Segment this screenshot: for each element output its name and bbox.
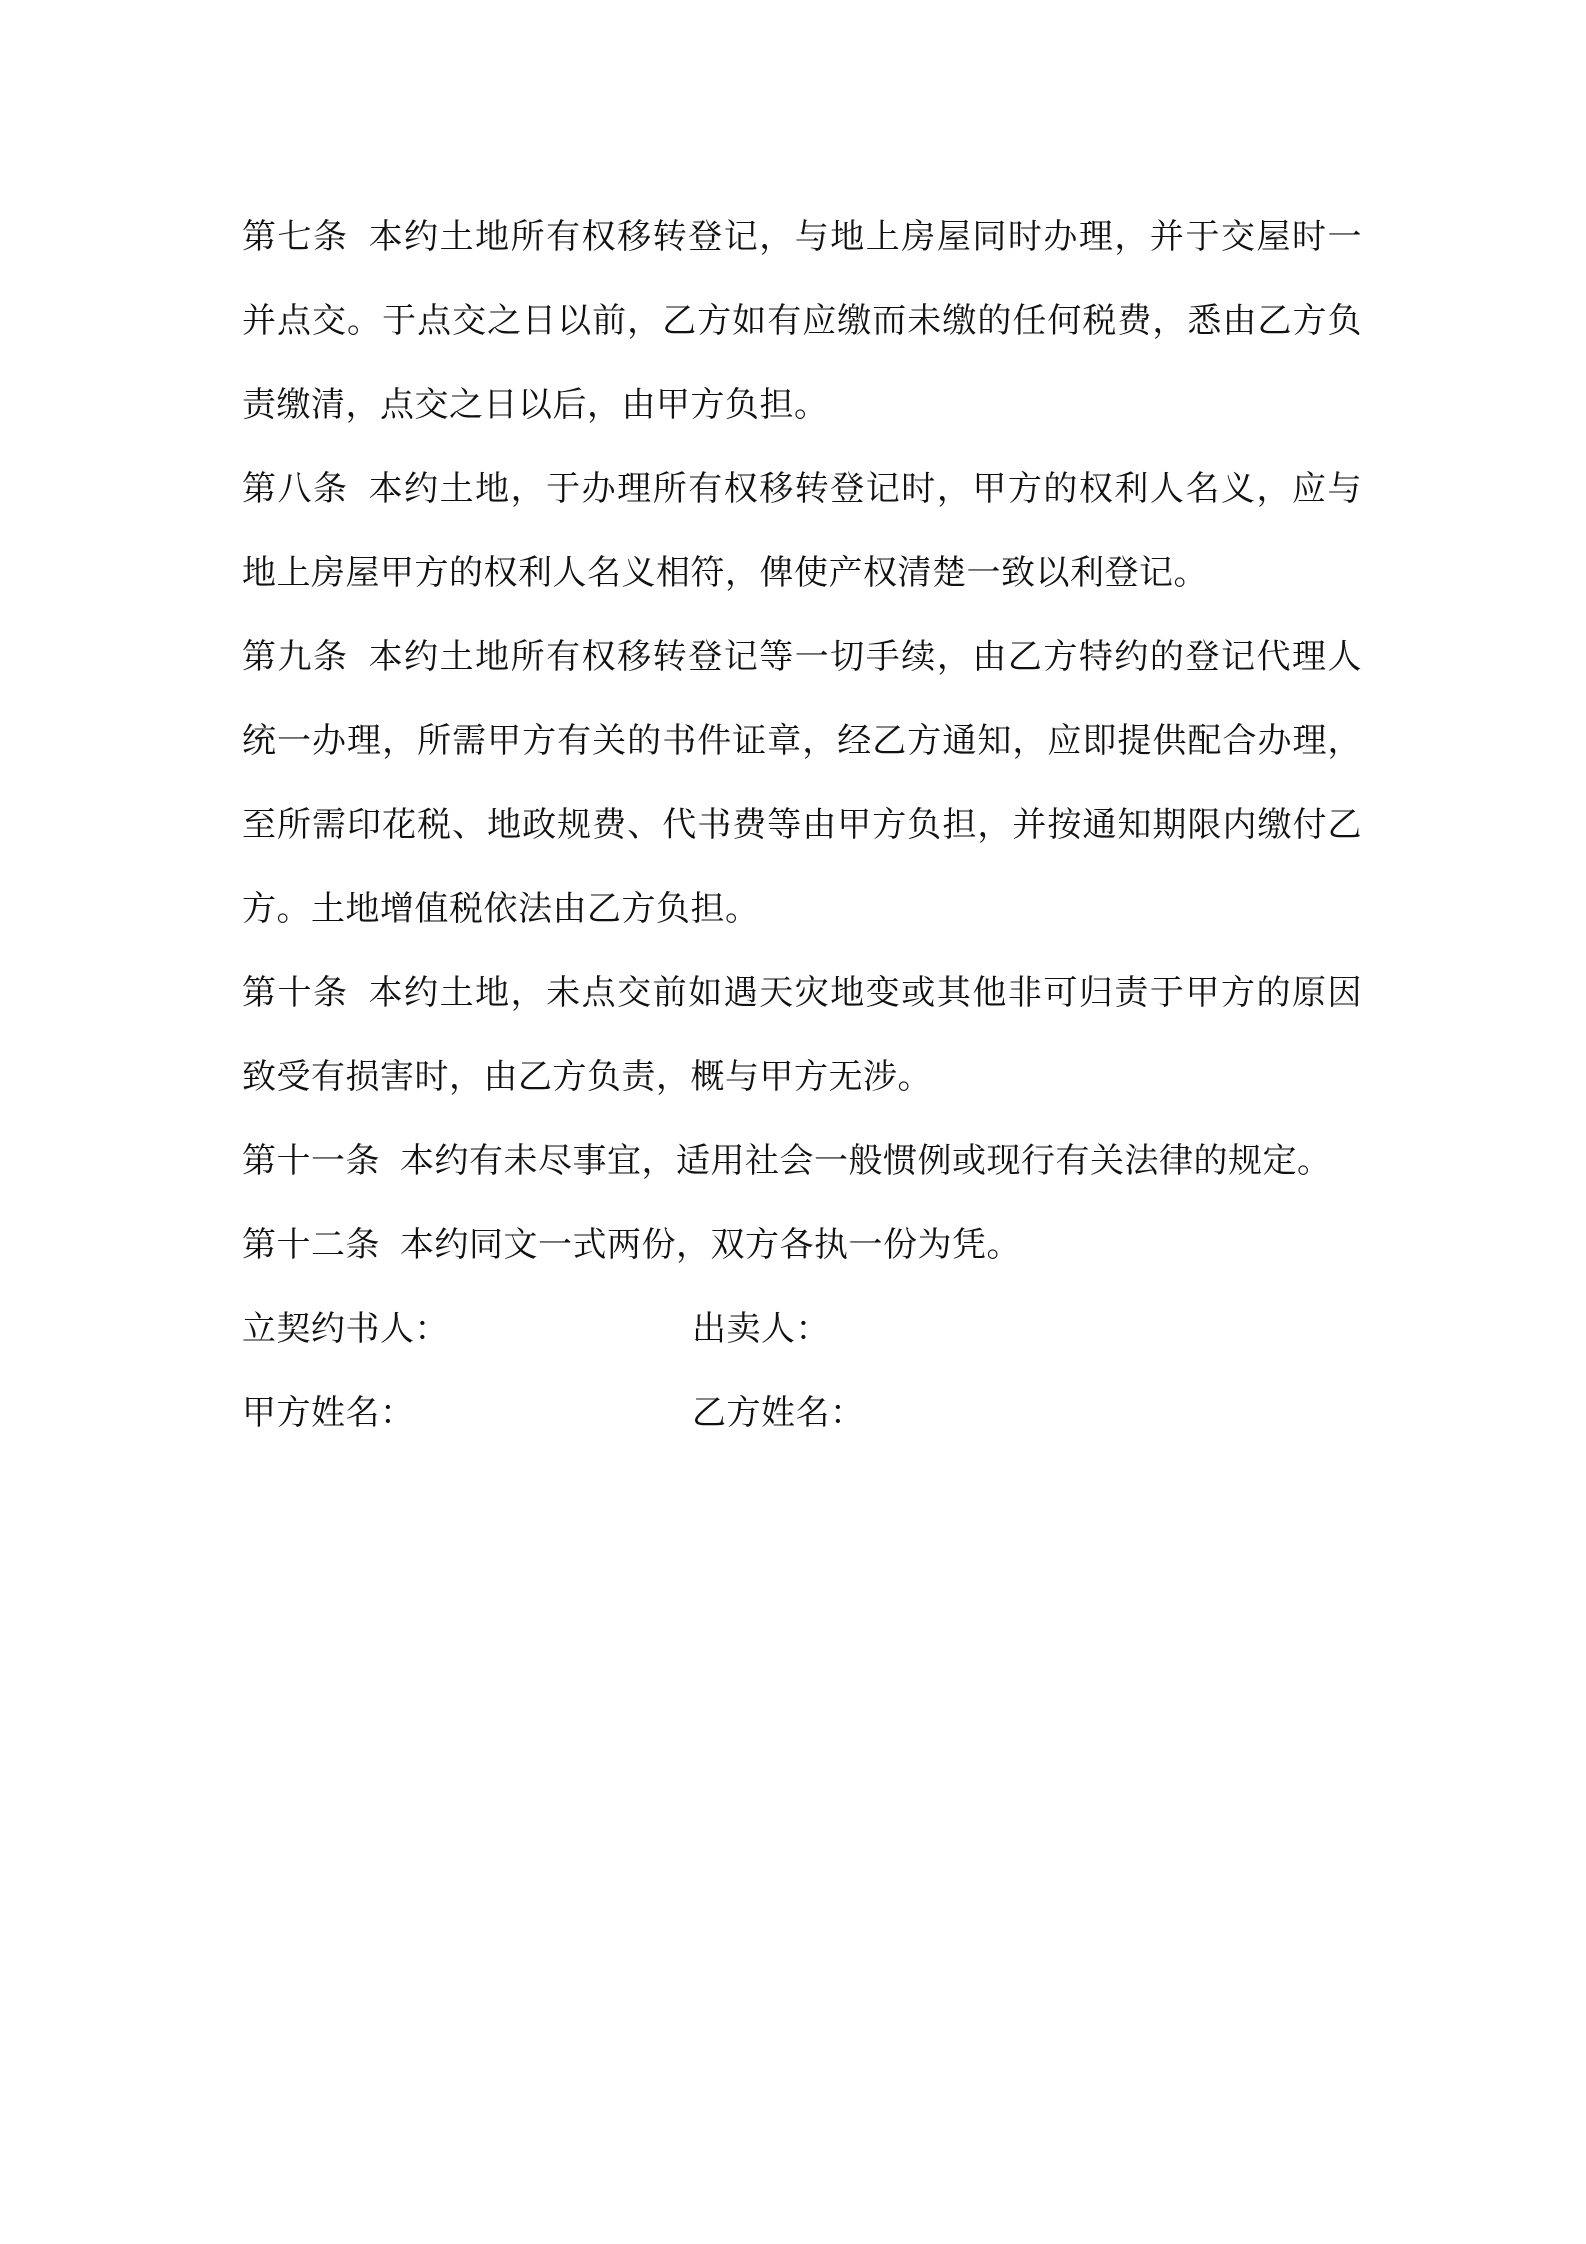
article-number: 第九条 — [242, 637, 349, 677]
seller-label: 出卖人： — [692, 1309, 830, 1349]
article-text: 本约土地所有权移转登记等一切手续，由乙方特约的登记代理人统一办理，所需甲方有关的书件证章，经乙方通知，应即提供配合办理，至所需印花税、地政规费、代书费等由甲方负担，并按通知期限内缴付乙方。土地增值税依法由乙方负担。 — [242, 637, 1363, 929]
article-text: 本约土地所有权移转登记，与地上房屋同时办理，并于交屋时一并点交。于点交之日以前，乙方如有应缴而未缴的任何税费，悉由乙方负责缴清，点交之日以后，由甲方负担。 — [242, 217, 1363, 425]
party-b-name-label: 乙方姓名： — [692, 1393, 865, 1433]
article-11 — [242, 1119, 1362, 1203]
article-12 — [242, 1203, 1362, 1287]
article-text: 本约土地，未点交前如遇天灾地变或其他非可归责于甲方的原因致受有损害时，由乙方负责，概与甲方无涉。 — [242, 973, 1363, 1097]
article-9 — [242, 615, 1362, 951]
signature-row-names — [242, 1371, 1362, 1455]
article-number: 第十二条 — [242, 1225, 380, 1265]
article-text: 本约同文一式两份，双方各执一份为凭。 — [400, 1225, 1021, 1265]
article-text: 本约土地，于办理所有权移转登记时，甲方的权利人名义，应与地上房屋甲方的权利人名义相符，俾使产权清楚一致以利登记。 — [242, 469, 1363, 593]
article-number: 第八条 — [242, 469, 349, 509]
article-7 — [242, 195, 1362, 447]
contract-body — [242, 195, 1362, 1455]
article-8 — [242, 447, 1362, 615]
article-number: 第七条 — [242, 217, 349, 257]
article-number: 第十条 — [242, 973, 349, 1013]
signature-row-parties — [242, 1287, 1362, 1371]
article-text: 本约有未尽事宜，适用社会一般惯例或现行有关法律的规定。 — [400, 1141, 1332, 1181]
article-number: 第十一条 — [242, 1141, 380, 1181]
contract-signer-label: 立契约书人： — [242, 1309, 449, 1349]
party-a-name-label: 甲方姓名： — [242, 1393, 415, 1433]
article-10 — [242, 951, 1362, 1119]
